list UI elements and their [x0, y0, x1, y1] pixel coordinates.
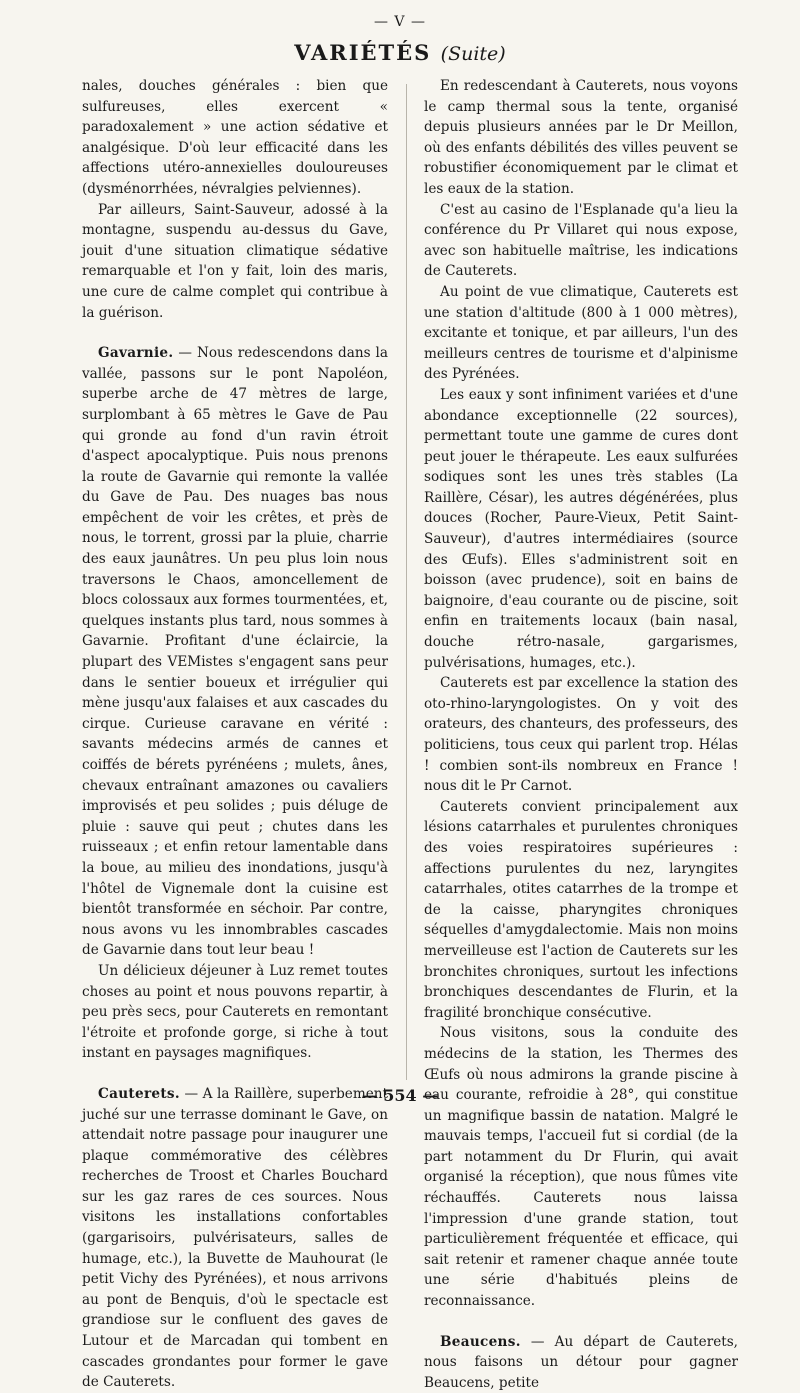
cauterets-heading: Cauterets. — [98, 1085, 180, 1102]
gavarnie-text: — Nous redescendons dans la vallée, passons sur le pont Napoléon, superbe arche de 47 mètres de large, surplombant à 65 mètres le Gave de Pau qui gronde au fond d'un ravin étroit d'aspect apocalyptique. Puis nous prenons la route de Gavarnie qui remonte la vallée du Gave de Pau. Des nuages bas nous empêchent de voir les crêtes, et près de nous, le torrent, grossi par la pluie, charrie des eaux jaunâtres. Un peu plus loin nous traversons le Chaos, amoncellement de blocs colossaux aux formes tourmentées, et, quelques instants plus tard, nous sommes à Gavarnie. Profitant d'une éclaircie, la plupart des VEMistes s'engagent sans peur dans le sentier boueux et irrégulier qui mène jusqu'aux falaises et aux cascades du cirque. Curieuse caravane en vérité : savants médecins armés de cannes et coiffés de bérets pyrénéens ; mulets, ânes, chevaux entraînant amazones ou cavaliers improvisés et peu solides ; puis déluge de pluie : sauve qui peut ; chutes dans les ruisseaux ; et enfin retour lamentable dans la boue, au milieu des inondations, jusqu'à l'hôtel de Vignemale dont la cuisine est bientôt transformée en séchoir. Par contre, nous avons vu les innombrables cascades de Gavarnie dans tout leur beau ! — [82, 345, 388, 959]
beaucens-paragraph — [424, 1332, 738, 1393]
right-paragraph-2: C'est au casino de l'Esplanade qu'a lieu la conférence du Pr Villaret qui nous expose, avec son habituelle maîtrise, les indications de Cauterets. — [424, 201, 738, 280]
right-column — [424, 76, 738, 1391]
folio-marker: — V — — [373, 14, 426, 30]
left-paragraph-1: nales, douches générales : bien que sulfureuses, elles exercent « paradoxalement » une action sédative et analgésique. D'où leur efficacité dans les affections utéro-annexielles douloureuses (dysménorrhées, névralgies pelviennes). — [82, 78, 388, 197]
cauterets-paragraph — [82, 1084, 388, 1393]
column-divider — [406, 84, 407, 1080]
right-paragraph-6: Cauterets convient principalement aux lésions catarrhales et purulentes chroniques des voies respiratoires supérieures : affections purulentes du nez, laryngites catarrhales, otites catarrhes de la trompe et de la caisse, pharyngites chroniques séquelles d'amygdalectomie. Mais non moins merveilleuse est l'action de Cauterets sur les bronchites chroniques, surtout les infections bronchiques descendantes de Flurin, et la fragilité bronchique consécutive. — [424, 798, 738, 1021]
page-number: — 554 — — [361, 1086, 439, 1105]
beaucens-text: — Au départ de Cauterets, nous faisons un détour pour gagner Beaucens, petite — [424, 1333, 738, 1391]
right-paragraph-3: Au point de vue climatique, Cauterets est une station d'altitude (800 à 1 000 mètres), excitante et tonique, et par ailleurs, l'un des meilleurs centres de tourisme et d'alpinisme des Pyrénées. — [424, 283, 738, 383]
right-paragraph-5: Cauterets est par excellence la station des oto-rhino-laryngologistes. On y voit des orateurs, des chanteurs, des professeurs, des politiciens, tous ceux qui parlent trop. Hélas ! combien sont-ils nombreux en France ! nous dit le Pr Carnot. — [424, 675, 738, 795]
left-column — [82, 76, 388, 1391]
right-paragraph-4: Les eaux y sont infiniment variées et d'une abondance exceptionnelle (22 sources), permettant toute une gamme de cures dont peut jouer le thérapeute. Les eaux sulfurées sodiques sont les unes très stables (La Raillère, César), les autres dégénérées, plus douces (Rocher, Paure-Vieux, Petit Saint-Sauveur), d'autres intermédiaires (source des Œufs). Elles s'administrent soit en boisson (avec prudence), soit en bains de baignoire, d'eau courante ou de piscine, soit enfin en traitements locaux (bain nasal, douche rétro-nasale, gargarismes, pulvérisations, humages, etc.). — [424, 386, 738, 671]
section-title: VARIÉTÉS — [294, 40, 432, 65]
beaucens-heading: Beaucens. — [440, 1333, 521, 1350]
section-header — [0, 40, 800, 65]
right-paragraph-7: Nous visitons, sous la conduite des médecins de la station, les Thermes des Œufs où nous admirons la grande piscine à eau courante, refroidie à 28°, qui constitue un magnifique bassin de natation. Malgré le mauvais temps, l'accueil fut si cordial (de la part notamment du Dr Flurin, qui avait organisé la réception), que nous fûmes vite réchauffés. Cauterets nous laissa l'impression d'une grande station, tout particulièrement fréquentée et efficace, qui sait retenir et ramener chaque année toute une série d'habitués pleins de reconnaissance. — [424, 1025, 738, 1310]
left-paragraph-2: Par ailleurs, Saint-Sauveur, adossé à la montagne, suspendu au-dessus du Gave, jouit d'une situation climatique sédative remarquable et l'on y fait, loin des maris, une cure de calme complet qui contribue à la guérison. — [82, 201, 388, 321]
right-paragraph-1: En redescendant à Cauterets, nous voyons le camp thermal sous la tente, organisé depuis plusieurs années par le Dr Meillon, où des enfants débilités des villes peuvent se robustifier économiquement par le climat et les eaux de la station. — [424, 78, 738, 197]
section-subtitle: (Suite) — [440, 43, 506, 65]
gavarnie-paragraph — [82, 343, 388, 961]
left-paragraph-4: Un délicieux déjeuner à Luz remet toutes choses au point et nous pouvons repartir, à peu près secs, pour Cauterets en remontant l'étroite et profonde gorge, si riche à tout instant en paysages magnifiques. — [82, 962, 388, 1062]
cauterets-text: — A la Raillère, superbement juché sur une terrasse dominant le Gave, on attendait notre passage pour inaugurer une plaque commémorative des célèbres recherches de Troost et Charles Bouchard sur les gaz rares de ces sources. Nous visitons les installations confortables (gargarisoirs, pulvérisateurs, salles de humage, etc.), la Buvette de Mauhourat (le petit Vichy des Pyrénées), et nous arrivons au pont de Benquis, d'où le spectacle est grandiose sur le confluent des gaves de Lutour et de Marcadan qui tombent en cascades grondantes pour former le gave de Cauterets. — [82, 1085, 388, 1391]
gavarnie-heading: Gavarnie. — [98, 345, 174, 362]
